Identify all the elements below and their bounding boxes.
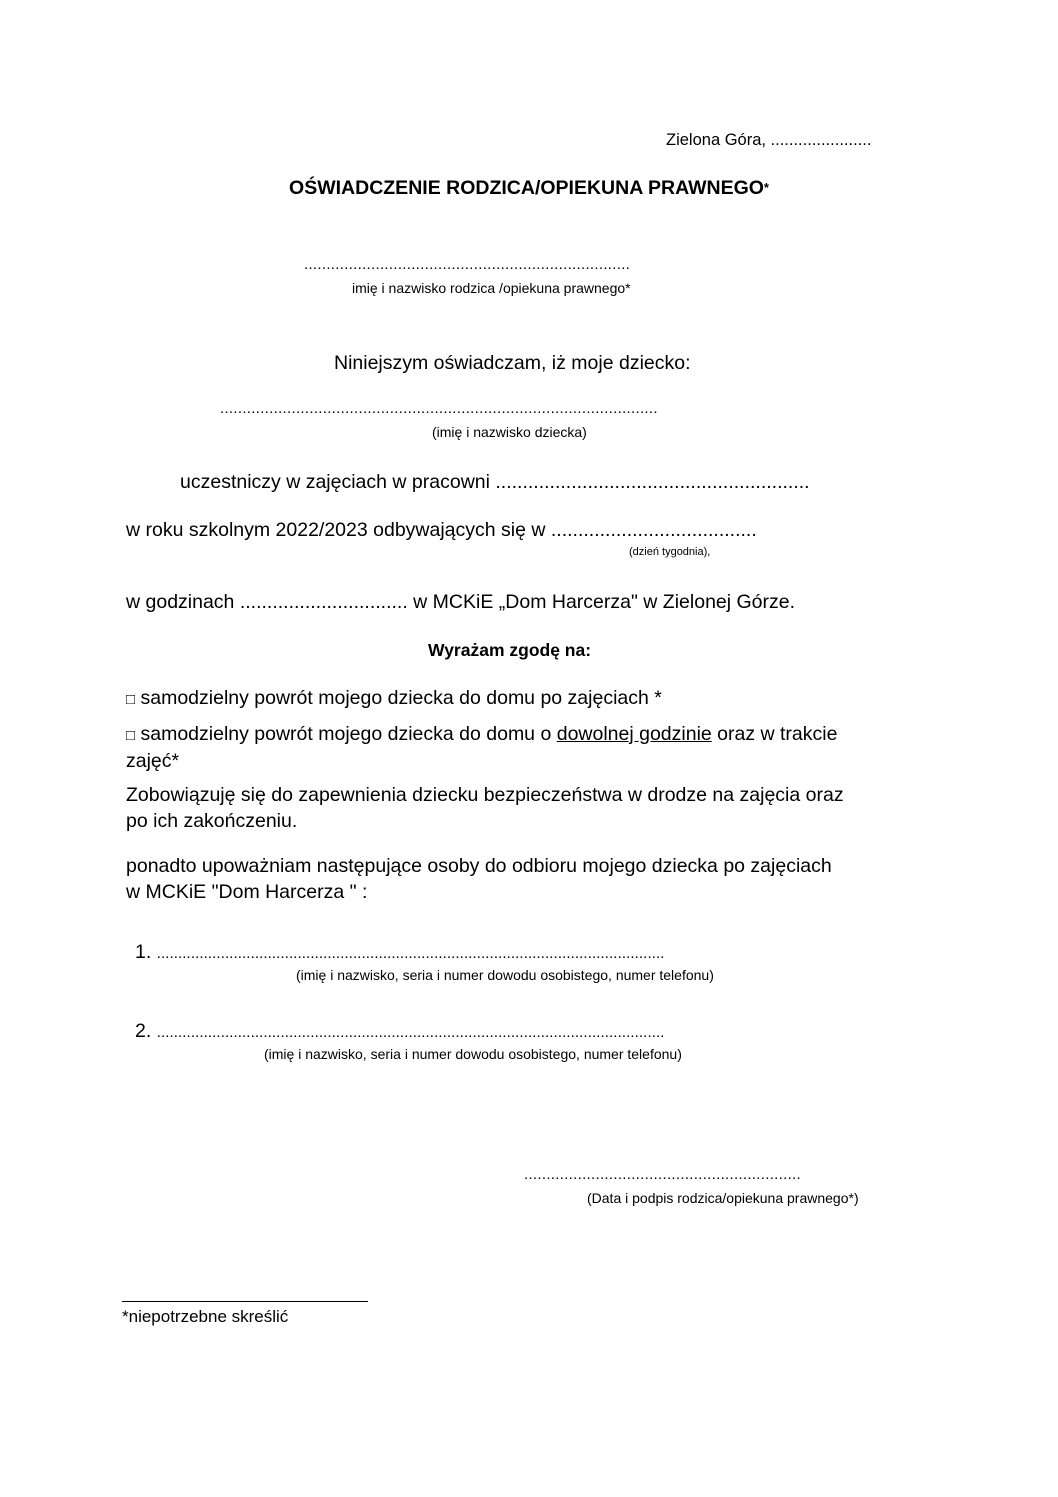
person-1-caption: (imię i nazwisko, seria i numer dowodu osobistego, numer telefonu) [296, 967, 714, 983]
place-date: Zielona Góra, ...................... [666, 131, 872, 149]
person-field[interactable]: ....................................................................................................................... [156, 945, 665, 962]
authorization-line-1: ponadto upoważniam następujące osoby do odbioru mojego dziecka po zajęciach [126, 855, 832, 877]
consent-option-2-continuation: zajęć* [126, 750, 180, 772]
consent-heading: Wyrażam zgodę na: [428, 640, 592, 660]
declaration-intro: Niniejszym oświadczam, iż moje dziecko: [334, 352, 691, 374]
authorized-person-2[interactable] [135, 1020, 665, 1043]
authorized-person-1[interactable] [135, 941, 665, 964]
footnote: *niepotrzebne skreślić [122, 1307, 289, 1326]
title-asterisk: * [763, 180, 769, 195]
signature-field[interactable]: .............................................................. [524, 1166, 801, 1183]
person-number: 2. [135, 1020, 152, 1042]
parent-name-field[interactable]: ......................................................................... [304, 256, 631, 273]
authorization-line-2: w MCKiE "Dom Harcerza " : [126, 881, 368, 903]
title-text: OŚWIADCZENIE RODZICA/OPIEKUNA PRAWNEGO [289, 177, 764, 199]
parent-name-caption: imię i nazwisko rodzica /opiekuna prawnego* [352, 280, 631, 296]
footnote-divider [122, 1301, 368, 1302]
workshop-line[interactable]: uczestniczy w zajęciach w pracowni .......................................................... [180, 471, 810, 493]
consent-option-2-label: samodzielny powrót mojego dziecka do domu o dowolnej godzinie oraz w trakcie [140, 723, 838, 745]
hours-line[interactable]: w godzinach ............................... w MCKiE „Dom Harcerza" w Zielonej Górze. [126, 591, 796, 613]
consent-option-1-label: samodzielny powrót mojego dziecka do domu po zajęciach * [140, 687, 662, 709]
day-of-week-caption: (dzień tygodnia), [629, 546, 711, 558]
school-year-line[interactable]: w roku szkolnym 2022/2023 odbywających się w ...................................... [126, 519, 757, 541]
consent-option-1[interactable] [126, 687, 662, 710]
consent-option-2[interactable] [126, 723, 837, 746]
person-2-caption: (imię i nazwisko, seria i numer dowodu osobistego, numer telefonu) [264, 1046, 682, 1062]
underlined-phrase: dowolnej godzinie [556, 723, 712, 745]
obligation-line-1: Zobowiązuję się do zapewnienia dziecku bezpieczeństwa w drodze na zajęcia oraz [126, 784, 844, 806]
person-field[interactable]: ....................................................................................................................... [156, 1024, 665, 1041]
document-title [0, 177, 1058, 200]
checkbox-icon[interactable]: □ [126, 727, 136, 744]
obligation-line-2: po ich zakończeniu. [126, 810, 298, 832]
signature-caption: (Data i podpis rodzica/opiekuna prawnego*) [587, 1190, 859, 1206]
checkbox-icon[interactable]: □ [126, 691, 136, 708]
child-name-field[interactable]: .................................................................................................. [220, 400, 658, 417]
person-number: 1. [135, 941, 152, 963]
child-name-caption: (imię i nazwisko dziecka) [432, 424, 587, 440]
